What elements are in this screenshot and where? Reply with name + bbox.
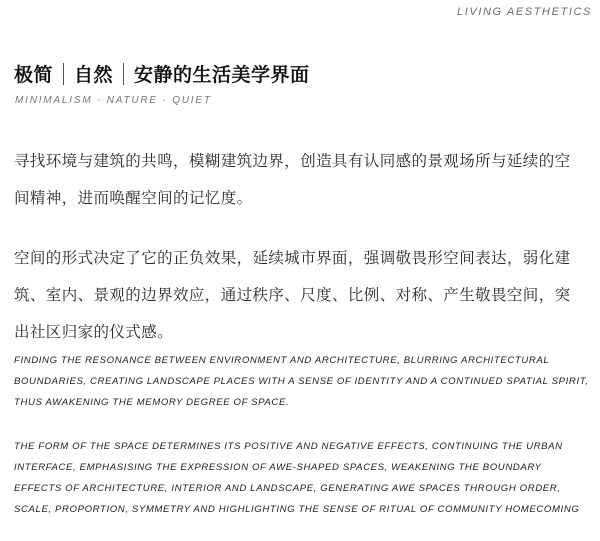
brand-label: LIVING AESTHETICS [457, 6, 592, 18]
english-paragraph: FINDING THE RESONANCE BETWEEN ENVIRONMENT AND ARCHITECTURE, BLURRING ARCHITECTURAL BOUNDARIES, CREATING LANDSCAPE PLACES WITH A SENSE OF IDENTITY AND A CONTINUED SPATIAL SPIRIT, THUS AWAKENING THE MEMORY DEGREE OF SPACE. [14, 355, 589, 408]
chinese-paragraph: 寻找环境与建筑的共鸣，模糊建筑边界，创造具有认同感的景观场所与延续的空间精神，进而唤醒空间的记忆度。 [14, 152, 571, 207]
page-title [14, 60, 310, 87]
title-divider [63, 63, 64, 85]
chinese-paragraph: 空间的形式决定了它的正负效果，延续城市界面，强调敬畏形空间表达，弱化建筑、室内、景观的边界效应，通过秩序、尺度、比例、对称、产生敬畏空间，突出社区归家的仪式感。 [14, 249, 571, 341]
title-part-minimal: 极简 [14, 64, 54, 86]
page-subtitle: MINIMALISM · NATURE · QUIET [15, 95, 212, 106]
title-part-nature: 自然 [74, 64, 114, 86]
title-part-quiet-life: 安静的生活美学界面 [134, 64, 310, 86]
title-divider [123, 63, 124, 85]
english-paragraph: THE FORM OF THE SPACE DETERMINES ITS POSITIVE AND NEGATIVE EFFECTS, CONTINUING THE URBAN INTERFACE, EMPHASISING THE EXPRESSION OF AWE-SHAPED SPACES, WEAKENING THE BOUNDARY EFFECTS OF ARCHITECTURE, INTERIOR AND LANDSCAPE, GENERATING AWE SPACES THROUGH ORDER, SCALE, PROPORTION, SYMMETRY AND HIGHLIGHTING THE SENSE OF RITUAL OF COMMUNITY HOMECOMING [14, 441, 580, 515]
